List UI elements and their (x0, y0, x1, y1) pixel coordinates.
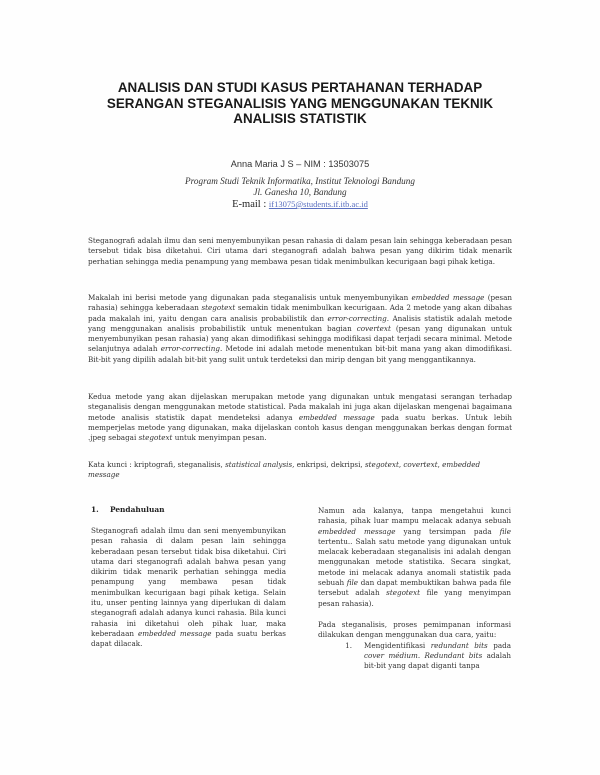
email-label: E-mail : (232, 199, 267, 210)
italic-term: stegotext (201, 303, 236, 313)
title-line: ANALISIS STATISTIK (233, 111, 367, 126)
intro-paragraph-2 (318, 506, 511, 609)
text-run: Makalah ini berisi metode yang digunakan pada steganalisis untuk menyembunyikan (88, 293, 412, 302)
email-link[interactable]: if13075@students.if.itb.ac.id (268, 199, 368, 209)
italic-term: file (499, 526, 511, 536)
paper-title (80, 80, 520, 127)
italic-term: error-correcting (327, 313, 387, 323)
italic-term: cover médium. Redundant bits (364, 650, 483, 660)
affiliation-line: Jl. Ganesha 10, Bandung (253, 187, 347, 197)
text-run: untuk menyimpan pesan. (172, 433, 267, 443)
affiliation (0, 176, 600, 198)
text-run: pada suatu berkas. Untuk lebih memperjelas metode yang digunakan, maka dijelaskan contoh kasus dengan menggunakan berkas dengan format .jpeg sebagai (88, 412, 512, 443)
italic-term: error-correcting (160, 344, 220, 354)
text-run: semakin tidak menimbulkan kecurigaan. Ada 2 metode yang akan dibahas pada makalah ini, yaitu dengan cara analisis probabilistik dan (88, 303, 512, 323)
spacer (318, 609, 511, 620)
text-run: (pesan yang digunakan untuk menyembunyikan pesan rahasia) yang akan dimodifikasi sehingga modifikasi dapat terjadi secara minimal. Metode selanjutnya adalah (88, 323, 513, 354)
italic-term: embedded message (298, 412, 375, 422)
text-run: adalah bit-bit yang dapat diganti tanpa (364, 650, 512, 671)
affiliation-line: Program Studi Teknik Informatika, Institut Teknologi Bandung (185, 176, 415, 186)
italic-term: redundant bits (430, 640, 488, 650)
text-run: , (437, 460, 443, 469)
text-run: (pesan rahasia) sehingga keberadaan (88, 293, 512, 313)
section-number: 1. (91, 505, 99, 514)
intro-paragraph-3: Pada steganalisis, proses pemimpanan informasi dilakukan dengan menggunakan dua cara, yaitu: (318, 619, 511, 640)
author-line: Anna Maria J S – NIM : 13503075 (230, 159, 370, 169)
text-run: tertentu.. Salah satu metode yang digunakan untuk melacak keberadaan steganalisis ini adalah dengan menggunakan metode statistika. Secara singkat, metode ini melacak adanya anomali statistik pada sebuah (318, 536, 511, 588)
italic-term: stegotext (138, 433, 173, 443)
title-line: SERANGAN STEGANALISIS YANG MENGGUNAKAN TEKNIK (106, 95, 494, 111)
text-run: pada (487, 640, 511, 650)
text-run: . Metode ini adalah metode menentukan bit-bit mana yang akan dimodifikasi. Bit-bit yang dipilih adalah bit-bit yang sulit untuk terdeteksi dan mirip dengan bit yang menggantikannya. (88, 344, 512, 364)
text-run: , (398, 460, 404, 469)
text-run: file yang menyimpan pesan rahasia). (318, 588, 511, 608)
italic-term: covertext (356, 323, 391, 333)
text-run: yang tersimpan pada (395, 526, 500, 536)
text-run: dan dapat membuktikan bahwa pada file tersebut adalah (318, 578, 511, 598)
italic-term: stegotext (386, 588, 420, 598)
italic-term: embedded message (137, 628, 212, 638)
italic-term: stegotext (364, 460, 399, 469)
italic-term: embedded message (318, 526, 396, 536)
abstract-paragraph-1: Steganografi adalah ilmu dan seni menyembunyikan pesan rahasia di dalam pesan lain sehingga keberadaan pesan tersebut tidak bisa diketahui. Ciri utama dari steganografi adalah bahwa pesan yang dikirim tidak menarik perhatian sehingga media penampung yang membawa pesan tidak menimbulkan kecurigaan bagi pihak ketiga. (88, 236, 512, 266)
keywords (88, 460, 512, 481)
list-text (364, 641, 511, 672)
list-number: 1. (345, 640, 352, 650)
text-run: Namun ada kalanya, tanpa mengetahui kunci rahasia, pihak luar mampu melacak adanya sebuah (318, 506, 511, 526)
italic-term: embedded message (411, 293, 485, 302)
text-run: Steganografi adalah ilmu dan seni menyembunyikan pesan rahasia di dalam pesan lain sehingga keberadaan pesan tersebut tidak bisa diketahui. Ciri utama dari steganografi adalah bahwa pesan yang dikirim tidak menarik perhatian sehingga media penampung yang membawa pesan tidak menimbulkan kecurigaan bagi pihak ketiga. Selain itu, unser penting lainnya yang diperlukan di dalam steganografi adalah adanya kunci rahasia. Bila kunci rahasia ini diketahui oleh pihak luar, maka keberadaan (91, 526, 286, 638)
left-column (91, 505, 286, 650)
title-line: ANALISIS DAN STUDI KASUS PERTAHANAN TERHADAP (117, 80, 483, 95)
text-run: Mengidentifikasi (364, 640, 431, 650)
text-run: pada suatu berkas dapat dilacak. (91, 628, 286, 649)
section-title: Pendahuluan (110, 505, 165, 514)
text-run: , enkripsi, dekripsi, (292, 460, 365, 469)
text-run: Kedua metode yang akan dijelaskan merupakan metode yang digunakan untuk mengatasi serangan terhadap steganalisis dengan menggunakan metode statistical. Pada makalah ini juga akan dijelaskan mengenai bagaimana metode analisis statistik dapat mendeteksi adanya (88, 392, 512, 422)
abstract-paragraph-2 (88, 293, 512, 365)
list-item (318, 641, 511, 672)
abstract-paragraph-3 (88, 392, 512, 443)
text-run: . Analisis statistik adalah metode yang menggunakan analisis probabilistik untuk menentukan bagian (88, 313, 512, 333)
intro-paragraph (91, 526, 286, 650)
italic-term: covertext (403, 460, 438, 469)
italic-term: embedded message (88, 460, 481, 480)
section-heading (91, 505, 286, 515)
email-line (0, 199, 600, 210)
right-column (318, 506, 511, 671)
text-run: Kata kunci : kriptografi, steganalisis, (88, 460, 226, 469)
italic-term: file (346, 578, 359, 588)
italic-term: statistical analysis (225, 460, 293, 469)
